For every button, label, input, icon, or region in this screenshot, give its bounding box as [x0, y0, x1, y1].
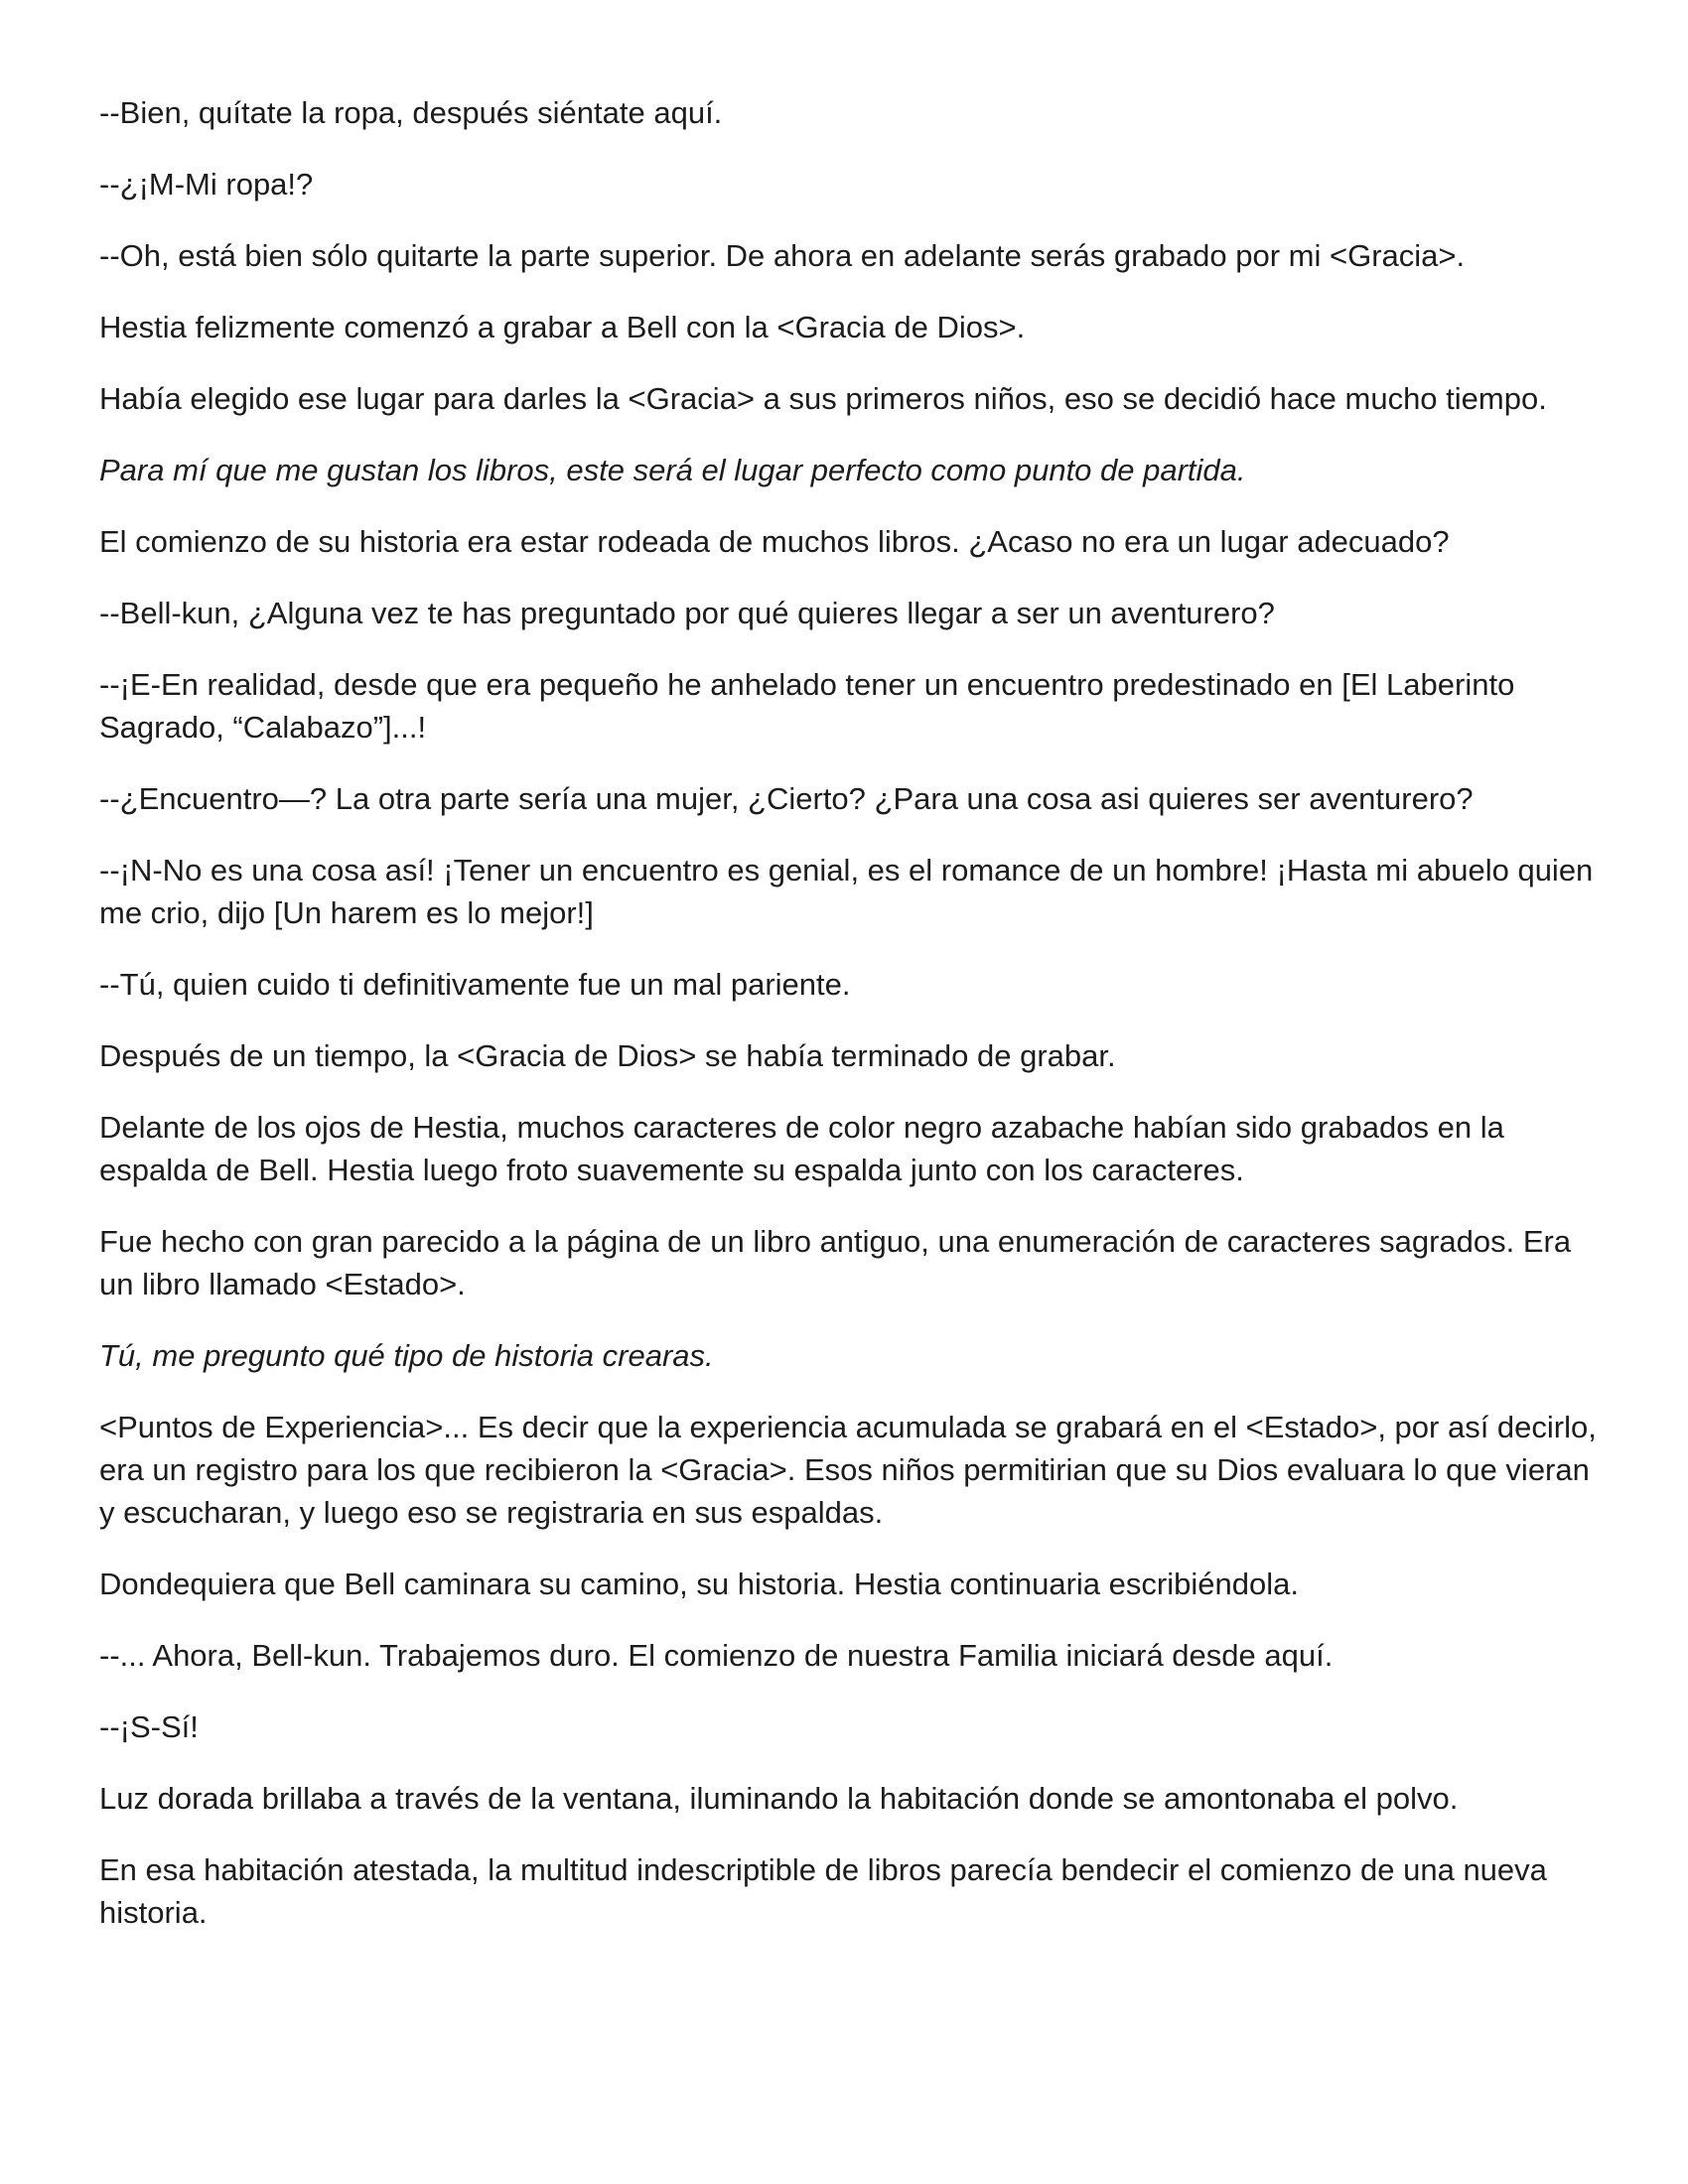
paragraph-22: En esa habitación atestada, la multitud indescriptible de libros parecía bendecir el comienzo de una nueva historia. [99, 1852, 1547, 1930]
paragraph-8: --Bell-kun, ¿Alguna vez te has preguntado por qué quieres llegar a ser un aventurero? [99, 596, 1275, 630]
paragraph-9: --¡E-En realidad, desde que era pequeño he anhelado tener un encuentro predestinado en [El Laberinto Sagrado, “Calabazo”]...! [99, 667, 1515, 745]
paragraph-2: --¿¡M-Mi ropa!? [99, 167, 314, 202]
paragraph-7: El comienzo de su historia era estar rodeada de muchos libros. ¿Acaso no era un lugar adecuado? [99, 524, 1450, 559]
paragraph-21: Luz dorada brillaba a través de la ventana, iluminando la habitación donde se amontonaba el polvo. [99, 1781, 1459, 1816]
paragraph-16-italic: Tú, me pregunto qué tipo de historia crearas. [99, 1338, 714, 1373]
paragraph-18: Dondequiera que Bell caminara su camino, su historia. Hestia continuaria escribiéndola. [99, 1567, 1299, 1601]
paragraph-11: --¡N-No es una cosa así! ¡Tener un encuentro es genial, es el romance de un hombre! ¡Hasta mi abuelo quien me crio, dijo [Un harem es lo mejor!] [99, 853, 1594, 930]
paragraph-17: <Puntos de Experiencia>... Es decir que la experiencia acumulada se grabará en el <Estado>, por así decirlo, era un registro para los que recibieron la <Gracia>. Esos niños permitirian que su Dios evaluara lo que vieran y escucharan, y luego eso se registraria en sus espaldas. [99, 1410, 1597, 1530]
paragraph-5: Había elegido ese lugar para darles la <Gracia> a sus primeros niños, eso se decidió hace mucho tiempo. [99, 381, 1547, 416]
paragraph-13: Después de un tiempo, la <Gracia de Dios> se había terminado de grabar. [99, 1038, 1116, 1073]
paragraph-12: --Tú, quien cuido ti definitivamente fue un mal pariente. [99, 967, 851, 1002]
paragraph-6-italic: Para mí que me gustan los libros, este será el lugar perfecto como punto de partida. [99, 453, 1246, 487]
paragraph-19: --... Ahora, Bell-kun. Trabajemos duro. El comienzo de nuestra Familia iniciará desde aquí. [99, 1638, 1334, 1673]
paragraph-10: --¿Encuentro—? La otra parte sería una mujer, ¿Cierto? ¿Para una cosa asi quieres ser aventurero? [99, 781, 1474, 816]
paragraph-20: --¡S-Sí! [99, 1709, 199, 1744]
paragraph-15: Fue hecho con gran parecido a la página de un libro antiguo, una enumeración de caracteres sagrados. Era un libro llamado <Estado>. [99, 1224, 1572, 1301]
document-page [99, 91, 1609, 1963]
paragraph-1: --Bien, quítate la ropa, después siéntate aquí. [99, 95, 723, 130]
paragraph-4: Hestia felizmente comenzó a grabar a Bell con la <Gracia de Dios>. [99, 310, 1026, 344]
paragraph-3: --Oh, está bien sólo quitarte la parte superior. De ahora en adelante serás grabado por mi <Gracia>. [99, 238, 1466, 273]
paragraph-14: Delante de los ojos de Hestia, muchos caracteres de color negro azabache habían sido grabados en la espalda de Bell. Hestia luego froto suavemente su espalda junto con los caracteres. [99, 1110, 1504, 1187]
